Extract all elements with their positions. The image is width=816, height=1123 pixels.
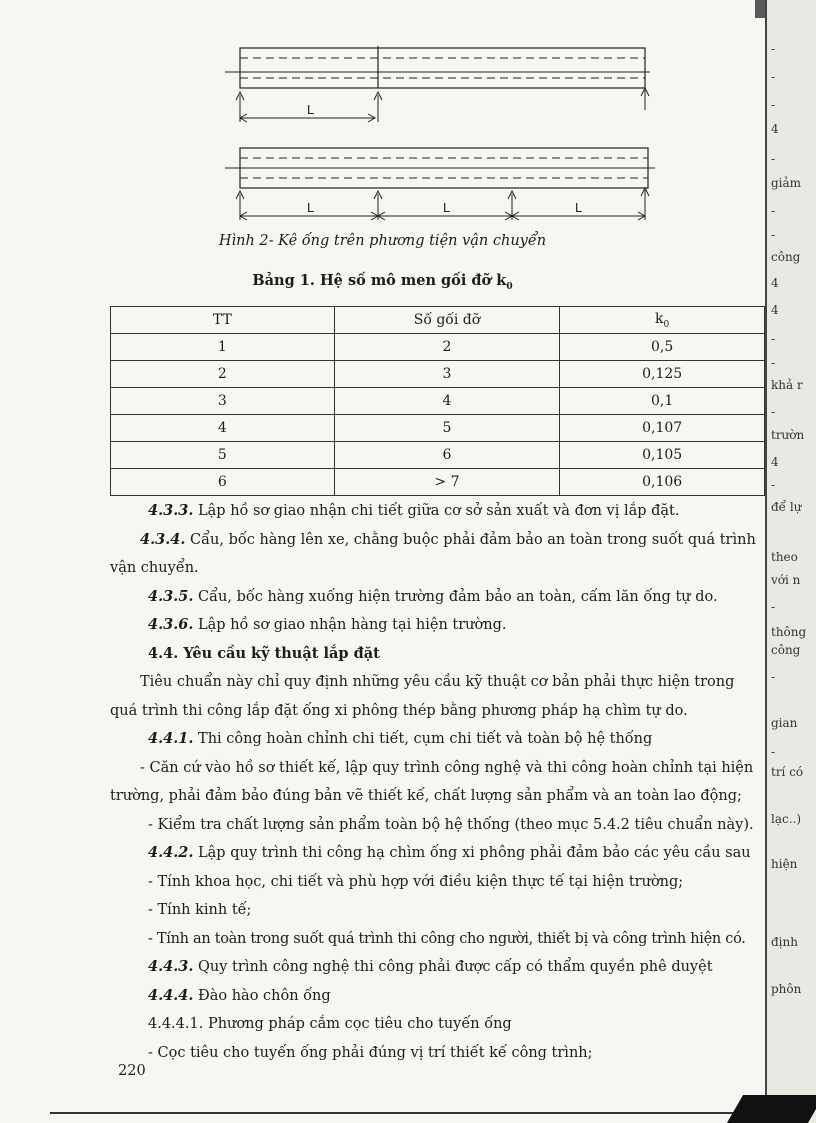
para-4-3-3: 4.3.3. Lập hồ sơ giao nhận chi tiết giữa cơ sở sản xuất và đơn vị lắp đặt. [148, 502, 680, 519]
pipe-transport-figure [225, 40, 655, 230]
para-4-4-2-b: - Tính kinh tế; [148, 902, 252, 918]
header-supports: Số gối đỡ [334, 307, 560, 334]
span-label: L [307, 102, 315, 117]
para-4-4-1-a: - Căn cứ vào hồ sơ thiết kế, lập quy trình công nghệ và thi công hoàn chỉnh tại hiện trường, phải đảm bảo đúng bản vẽ thiết kế, chất lượng sản phẩm và an toàn lao động; [110, 759, 754, 804]
figure-caption: Hình 2- Kê ống trên phương tiện vận chuyển [218, 233, 547, 249]
pipe-three-span [225, 148, 655, 220]
para-4-4-1: 4.4.1. Thi công hoàn chỉnh chi tiết, cụm chi tiết và toàn bộ hệ thống [148, 730, 653, 747]
heading-4-4: 4.4. Yêu cầu kỹ thuật lắp đặt [148, 644, 380, 662]
para-4-3-6: 4.3.6. Lập hồ sơ giao nhận hàng tại hiện trường. [148, 616, 507, 633]
para-4-4-2: 4.4.2. Lập quy trình thi công hạ chìm ống xi phông phải đảm bảo các yêu cầu sau [148, 844, 751, 861]
table-row: 3 4 0,1 [111, 388, 765, 415]
table-row: 4 5 0,107 [111, 415, 765, 442]
para-4-4-3: 4.4.3. Quy trình công nghệ thi công phải được cấp có thẩm quyền phê duyệt [148, 958, 713, 975]
para-4-4-4-1-a: - Cọc tiêu cho tuyến ống phải đúng vị trí thiết kế công trình; [148, 1044, 593, 1061]
k0-table [110, 306, 765, 496]
table-header-row [111, 307, 765, 334]
page-edge-line [50, 1112, 740, 1114]
body-text [110, 497, 760, 1067]
para-4-4-1-b: - Kiểm tra chất lượng sản phẩm toàn bộ hệ thống (theo mục 5.4.2 tiêu chuẩn này). [148, 816, 754, 833]
header-tt: TT [111, 307, 335, 334]
table-row: 6 > 7 0,106 [111, 469, 765, 496]
para-4-4-4-1: 4.4.4.1. Phương pháp cắm cọc tiêu cho tuyến ống [148, 1016, 512, 1032]
para-4-3-4: 4.3.4. Cẩu, bốc hàng lên xe, chằng buộc phải đảm bảo an toàn trong suốt quá trình vận chuyển. [110, 530, 756, 576]
right-page-edge: - - - 4 - giảm - - công 4 4 - - khả r - trườn 4 - để lự theo với n - thông công - gian - trí có lạc..) hiện định phôn [765, 0, 816, 1123]
para-4-4-2-a: - Tính khoa học, chi tiết và phù hợp với điều kiện thực tế tại hiện trường; [148, 873, 684, 890]
table-row: 5 6 0,105 [111, 442, 765, 469]
para-4-3-5: 4.3.5. Cẩu, bốc hàng xuống hiện trường đảm bảo an toàn, cấm lăn ống tự do. [148, 587, 718, 605]
para-4-4-2-c: - Tính an toàn trong suốt quá trình thi công cho người, thiết bị và công trình hiện có. [148, 930, 746, 947]
table-title: Bảng 1. Hệ số mô men gối đỡ $k_0$ [252, 272, 513, 292]
span-label: L [575, 200, 583, 215]
span-label: L [307, 200, 315, 215]
header-k0: $k_0$ [560, 307, 765, 334]
pipe-single-span [225, 46, 650, 122]
table-row: 1 2 0,5 [111, 334, 765, 361]
para-4-4-4: 4.4.4. Đào hào chôn ống [148, 986, 331, 1004]
page-number: 220 [118, 1063, 146, 1079]
table-row: 2 3 0,125 [111, 361, 765, 388]
span-label: L [443, 200, 451, 215]
para-4-4-intro: Tiêu chuẩn này chỉ quy định những yêu cầu kỹ thuật cơ bản phải thực hiện trong quá trình thi công lắp đặt ống xi phông thép bằng phương pháp hạ chìm tự do. [110, 674, 735, 719]
page-corner-shadow [727, 1095, 816, 1123]
